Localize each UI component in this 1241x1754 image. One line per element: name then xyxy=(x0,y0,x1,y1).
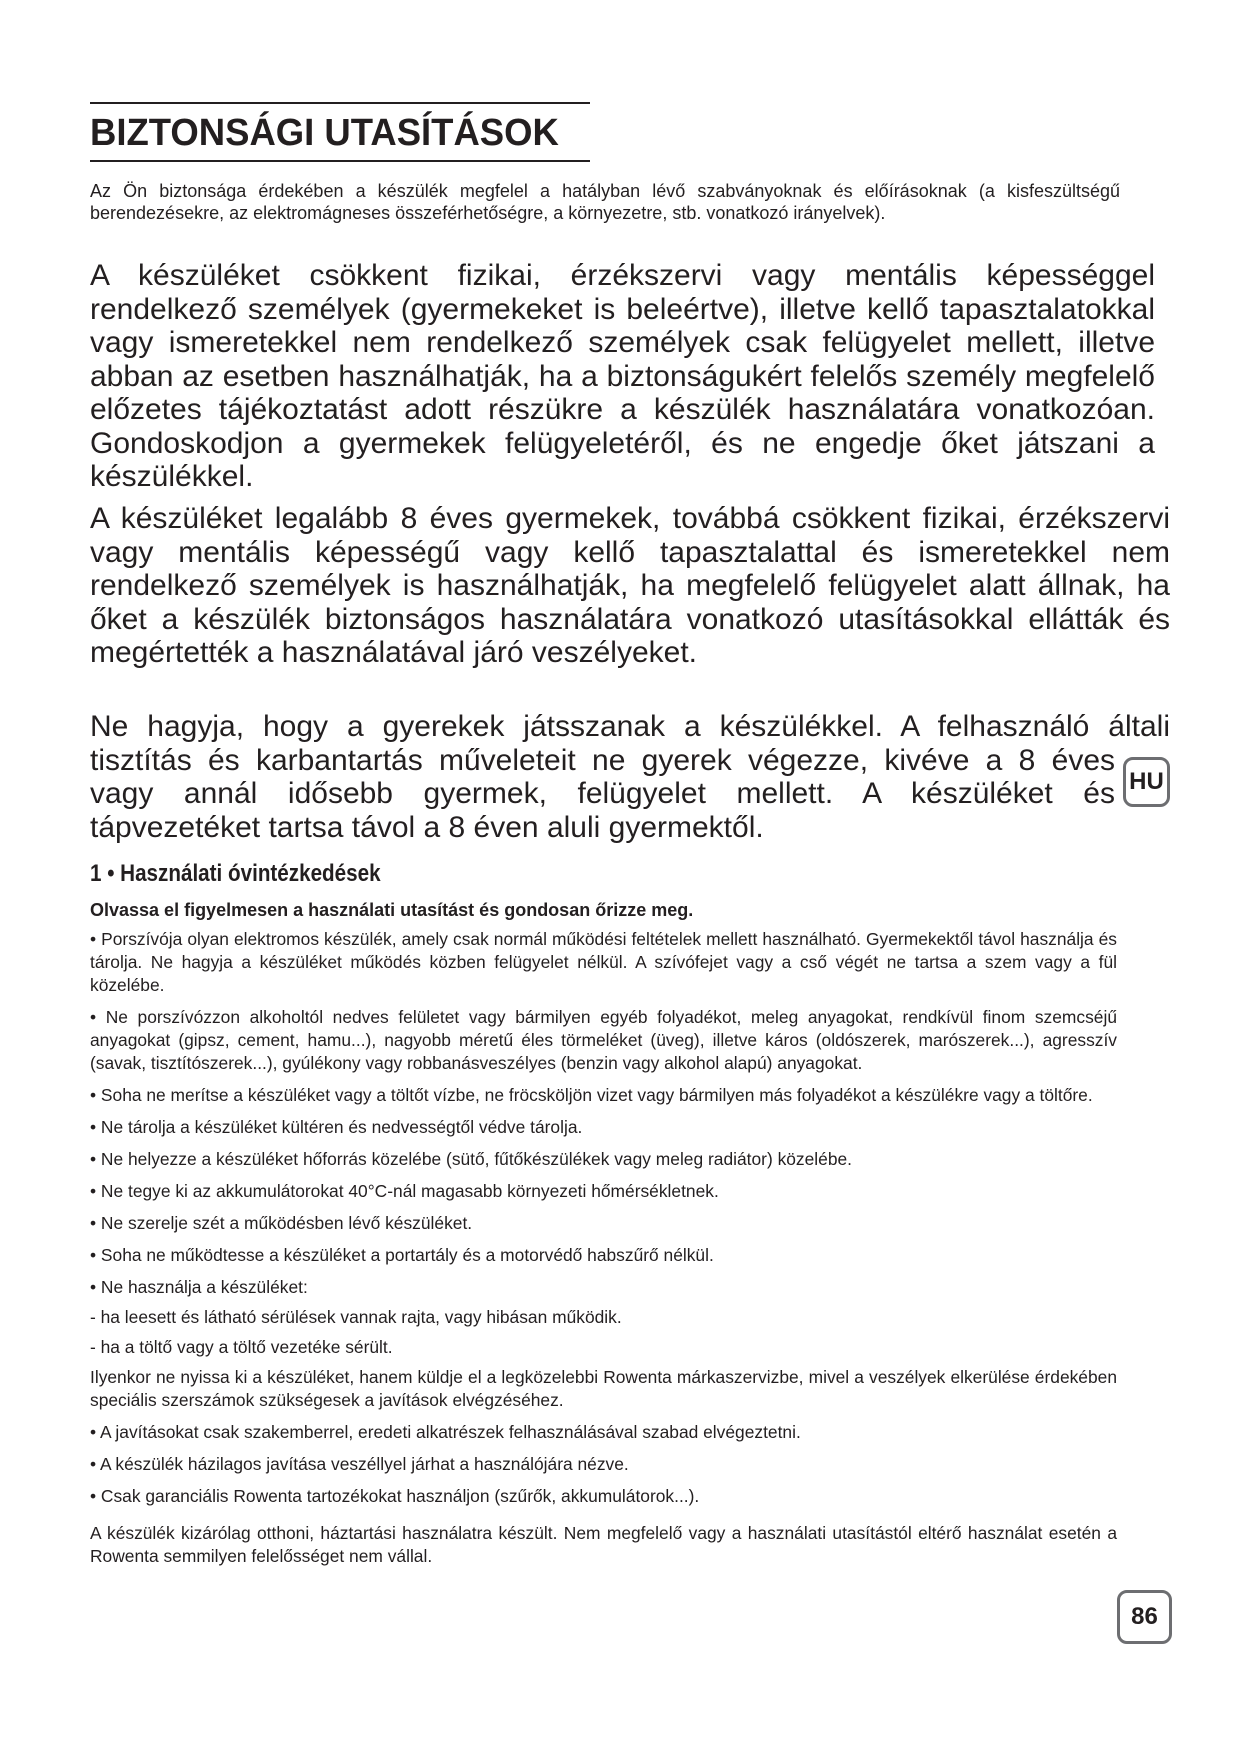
list-item: • Ne tegye ki az akkumulátorokat 40°C-nál magasabb környezeti hőmérsékletnek. xyxy=(90,1181,719,1201)
list-item: • A javításokat csak szakemberrel, eredeti alkatrészek felhasználásával szabad elvégeztetni. xyxy=(90,1422,801,1442)
warning-paragraph-3 xyxy=(90,710,1170,844)
page-number: 86 xyxy=(1117,1590,1172,1644)
title-bottom-rule xyxy=(90,160,590,162)
list-item: - ha a töltő vagy a töltő vezetéke sérült. xyxy=(90,1337,393,1357)
warning-paragraph-3-line: tápvezetéket tartsa távol a 8 éven aluli gyermektől. xyxy=(90,810,764,844)
warning-paragraph-3-line: vagy annál idősebb gyermek, felügyelet mellett. A készüléket és xyxy=(90,777,1115,810)
language-badge: HU xyxy=(1123,757,1170,807)
list-item: - ha leesett és látható sérülések vannak rajta, vagy hibásan működik. xyxy=(90,1307,622,1327)
intro-paragraph: Az Ön biztonsága érdekében a készülék megfelel a hatályban lévő szabványoknak és előírásoknak (a kisfeszültségű berendezésekre, az elektromágneses összeférhetőségre, a környezetre, stb. vonatkozó irányelvek). xyxy=(90,181,1120,223)
section-heading: 1 • Használati óvintézkedések xyxy=(90,860,381,887)
warning-paragraph-1: A készüléket csökkent fizikai, érzékszervi vagy mentális képességgel rendelkező személyek (gyermekeket is beleértve), illetve kellő tapasztalatokkal vagy ismeretekkel nem rendelkező személyek csak felügyelet mellett, illetve abban az esetben használhatják, ha a biztonságukért felelős személy megfelelő előzetes tájékoztatást adott részükre a készülék használatára vonatkozóan. Gondoskodjon a gyermekek felügyeletéről, és ne engedje őket játszani a készülékkel. xyxy=(90,259,1155,493)
warning-paragraph-3-line: tisztítás és karbantartás műveleteit ne gyerek végezze, kivéve a 8 éves xyxy=(90,743,1115,777)
page-title: BIZTONSÁGI UTASÍTÁSOK xyxy=(90,112,559,154)
list-item: A készülék kizárólag otthoni, háztartási használatra készült. Nem megfelelő vagy a használati utasítástól eltérő használat esetén a Rowenta semmilyen felelősséget nem vállal. xyxy=(90,1523,1117,1566)
list-item: • Ne szerelje szét a működésben lévő készüléket. xyxy=(90,1213,473,1233)
list-item: • Ne helyezze a készüléket hőforrás közelébe (sütő, fűtőkészülékek vagy meleg radiátor) közelébe. xyxy=(90,1149,853,1169)
warning-paragraph-3-line: Ne hagyja, hogy a gyerekek játsszanak a készülékkel. A felhasználó általi xyxy=(90,710,1170,743)
list-item: • Soha ne merítse a készüléket vagy a töltőt vízbe, ne fröcsköljön vizet vagy bármilyen más folyadékot a készülékre vagy a töltőre. xyxy=(90,1085,1093,1105)
precautions-list xyxy=(90,928,1117,1577)
warning-paragraph-2: A készüléket legalább 8 éves gyermekek, továbbá csökkent fizikai, érzékszervi vagy mentális képességű vagy kellő tapasztalattal és ismeretekkel nem rendelkező személyek is használhatják, ha megfelelő felügyelet alatt állnak, ha őket a készülék biztonságos használatára vonatkozó utasításokkal ellátták és megértették a használatával járó veszélyeket. xyxy=(90,502,1170,669)
list-item: • Porszívója olyan elektromos készülék, amely csak normál működési feltételek mellett használható. Gyermekektől távol használja és tárolja. Ne hagyja a készüléket működés közben felügyelet nélkül. A szívófejet vagy a cső végét ne tartsa a szem vagy a fül közelébe. xyxy=(90,929,1117,995)
list-item: • Soha ne működtesse a készüléket a portartály és a motorvédő habszűrő nélkül. xyxy=(90,1245,714,1265)
section-lead: Olvassa el figyelmesen a használati utasítást és gondosan őrizze meg. xyxy=(90,900,694,920)
list-item: • Ne porszívózzon alkoholtól nedves felületet vagy bármilyen egyéb folyadékot, meleg anyagokat, rendkívül finom szemcséjű anyagokat (gipsz, cement, hamu...), nagyobb méretű éles törmeléket (üveg), illetve káros (oldószerek, marószerek...), agresszív (savak, tisztítószerek...), gyúlékony vagy robbanásveszélyes (benzin vagy alkohol alapú) anyagokat. xyxy=(90,1007,1117,1073)
list-item: • Ne használja a készüléket: xyxy=(90,1277,308,1297)
list-item: • Ne tárolja a készüléket kültéren és nedvességtől védve tárolja. xyxy=(90,1117,583,1137)
list-item: • A készülék házilagos javítása veszéllyel járhat a használójára nézve. xyxy=(90,1454,629,1474)
title-block xyxy=(90,102,590,162)
list-item: • Csak garanciális Rowenta tartozékokat használjon (szűrők, akkumulátorok...). xyxy=(90,1486,700,1506)
list-item: Ilyenkor ne nyissa ki a készüléket, hanem küldje el a legközelebbi Rowenta márkaszervizbe, mivel a veszélyek elkerülése érdekében speciális szerszámok szükségesek a javítások elvégzéséhez. xyxy=(90,1367,1117,1410)
